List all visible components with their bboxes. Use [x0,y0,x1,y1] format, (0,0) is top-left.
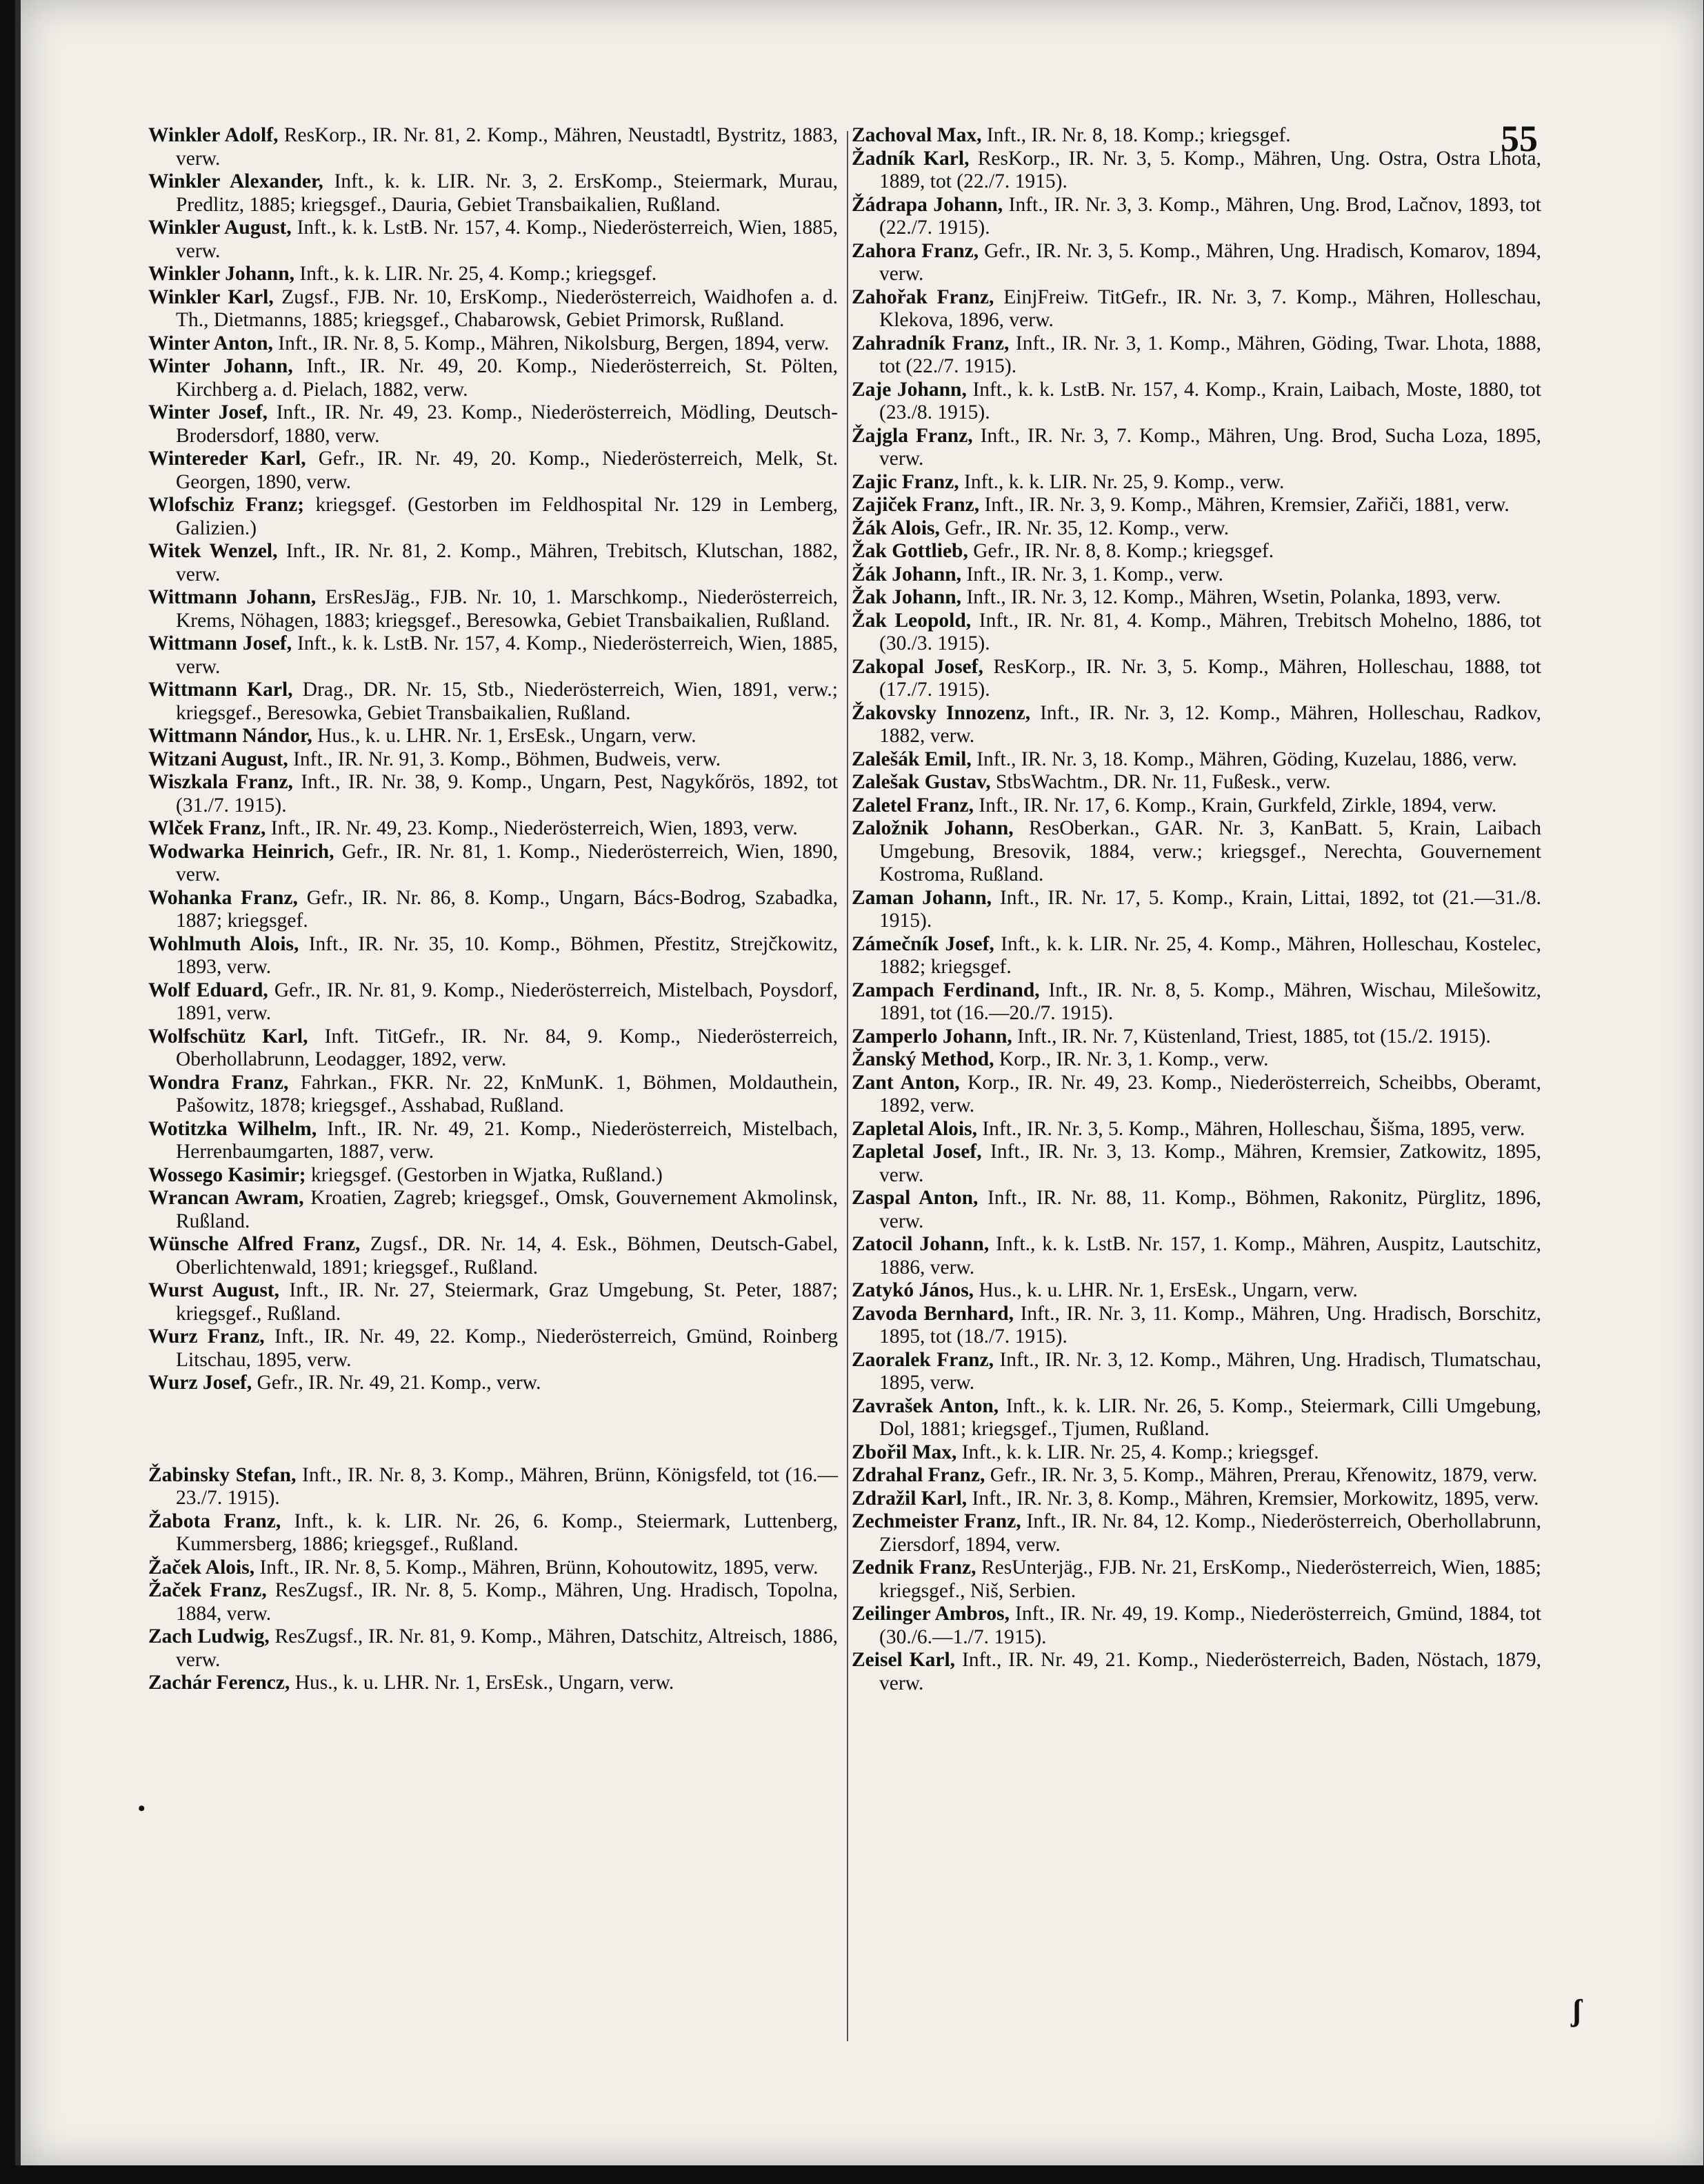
entry-name: Zahořak Franz, [852,285,994,308]
entry-details: Inft., k. k. LstB. Nr. 157, 4. Komp., Niederösterreich, Wien, 1885, verw. [176,632,838,678]
list-item [852,494,1541,517]
entry-name: Winkler Karl, [148,285,274,308]
entry-details: ResUnterjäg., FJB. Nr. 21, ErsKomp., Niederösterreich, Wien, 1885; kriegsgef., Niš, Serbien. [879,1556,1541,1602]
entry-details: Inft., IR. Nr. 8, 3. Komp., Mähren, Brünn, Königsfeld, tot (16.—23./7. 1915). [176,1463,838,1509]
list-item [148,332,838,356]
entry-name: Zavrašek Anton, [852,1394,999,1417]
entry-details: Fahrkan., FKR. Nr. 22, KnMunK. 1, Böhmen, Moldauthein, Pašowitz, 1878; kriegsgef., Asshabad, Rußland. [176,1071,838,1116]
entry-name: Zaoralek Franz, [852,1348,994,1371]
list-item [852,1279,1541,1303]
entry-name: Zant Anton, [852,1071,960,1094]
list-item [852,1464,1541,1487]
entry-details: Gefr., IR. Nr. 3, 5. Komp., Mähren, Ung. Hradisch, Komarov, 1894, verw. [879,239,1541,285]
list-item [852,1395,1541,1441]
list-item [852,586,1541,610]
entry-name: Zajic Franz, [852,470,959,493]
list-item [148,286,838,332]
list-item [148,1510,838,1556]
list-item [148,586,838,632]
entry-details: Inft., IR. Nr. 3, 18. Komp., Mähren, Göding, Kuzelau, 1886, verw. [971,748,1517,770]
entry-name: Wurz Franz, [148,1325,265,1348]
entry-name: Wlček Franz, [148,817,266,839]
entry-details: kriegsgef. (Gestorben im Feldhospital Nr. 129 in Lemberg, Galizien.) [176,494,838,539]
entry-name: Zeisel Karl, [852,1649,956,1671]
list-item [852,817,1541,887]
list-item [852,979,1541,1025]
entry-name: Winkler August, [148,217,292,239]
list-item [852,1072,1541,1118]
entry-details: Inft., IR. Nr. 84, 12. Komp., Niederösterreich, Oberhollabrunn, Ziersdorf, 1894, verw. [879,1510,1541,1556]
entry-details: ResZugsf., IR. Nr. 8, 5. Komp., Mähren, Ung. Hradisch, Topolna, 1884, verw. [176,1579,838,1625]
right-column [852,124,1541,1695]
list-item [148,817,838,841]
entry-details: Inft., IR. Nr. 8, 5. Komp., Mähren, Brünn, Kohoutowitz, 1895, verw. [254,1556,819,1579]
list-item [852,1649,1541,1695]
entry-details: Inft., IR. Nr. 3, 1. Komp., verw. [961,563,1223,585]
entry-details: ResZugsf., IR. Nr. 81, 9. Komp., Mähren, Datschitz, Altreisch, 1886, verw. [176,1625,838,1671]
entry-name: Wolf Eduard, [148,979,268,1001]
list-item [852,540,1541,563]
entry-name: Wodwarka Heinrich, [148,840,334,863]
entry-name: Winter Anton, [148,332,273,354]
entry-name: Winkler Alexander, [148,170,323,192]
entry-details: Inft., k. k. LIR. Nr. 25, 4. Komp., Mähren, Holleschau, Kostelec, 1882; kriegsgef. [879,932,1541,978]
entry-details: Inft., IR. Nr. 3, 12. Komp., Mähren, Holleschau, Radkov, 1882, verw. [879,701,1541,747]
list-item [852,748,1541,772]
list-item [852,148,1541,194]
entry-name: Zámečník Josef, [852,932,994,955]
entry-name: Žaček Alois, [148,1556,255,1579]
entry-details: Inft., k. k. LIR. Nr. 26, 6. Komp., Steiermark, Luttenberg, Kummersberg, 1886; kriegsgef., Rußland. [176,1510,838,1555]
list-item [852,1025,1541,1049]
list-item [148,124,838,170]
entry-details: Gefr., IR. Nr. 8, 8. Komp.; kriegsgef. [968,540,1274,562]
entry-name: Zednik Franz, [852,1556,976,1579]
list-item [148,1025,838,1072]
entry-details: Inft., k. k. LIR. Nr. 25, 9. Komp., verw. [959,470,1285,493]
margin-dot-mark: • [138,1797,146,1820]
entry-name: Zaletel Franz, [852,794,974,817]
list-item [148,841,838,887]
entry-details: Hus., k. u. LHR. Nr. 1, ErsEsk., Ungarn, verw. [290,1672,674,1694]
entry-details: Korp., IR. Nr. 3, 1. Komp., verw. [994,1048,1269,1070]
entry-details: Inft., IR. Nr. 81, 4. Komp., Mähren, Trebitsch Mohelno, 1886, tot (30./3. 1915). [879,609,1541,654]
entry-details: ResKorp., IR. Nr. 81, 2. Komp., Mähren, Neustadtl, Bystritz, 1883, verw. [176,124,838,170]
entry-details: Inft., IR. Nr. 49, 21. Komp., Niederösterreich, Baden, Nöstach, 1879, verw. [879,1649,1541,1694]
entry-details: kriegsgef. (Gestorben in Wjatka, Rußland.) [305,1163,663,1186]
entry-details: Inft., IR. Nr. 81, 2. Komp., Mähren, Trebitsch, Klutschan, 1882, verw. [176,540,839,585]
list-item [148,725,838,748]
left-entries-group-z [148,1464,838,1695]
list-item [852,1603,1541,1649]
entry-details: Hus., k. u. LHR. Nr. 1, ErsEsk., Ungarn, verw. [974,1279,1358,1301]
entry-details: Inft., IR. Nr. 3, 11. Komp., Mähren, Ung. Hradisch, Borschitz, 1895, tot (18./7. 1915). [879,1302,1541,1348]
entry-name: Žak Johann, [852,586,962,608]
list-item [148,1233,838,1279]
entry-details: Inft., IR. Nr. 3, 12. Komp., Mähren, Wsetin, Polanka, 1893, verw. [961,586,1501,608]
entry-name: Založnik Johann, [852,817,1014,839]
entry-name: Zaman Johann, [852,886,992,909]
entry-details: Inft., IR. Nr. 49, 23. Komp., Niederösterreich, Mödling, Deutsch-Brodersdorf, 1880, verw. [176,401,838,447]
entry-name: Žák Johann, [852,563,962,585]
entry-name: Zapletal Alois, [852,1117,977,1140]
entry-name: Zatykó János, [852,1279,974,1301]
list-item [148,1187,838,1233]
list-item [148,494,838,540]
entry-name: Wurz Josef, [148,1372,252,1394]
entry-details: Inft. TitGefr., IR. Nr. 84, 9. Komp., Niederösterreich, Oberhollabrunn, Leodagger, 1892, verw. [176,1025,838,1070]
page-number: 55 [1501,118,1538,159]
entry-details: Inft., k. k. LstB. Nr. 157, 1. Komp., Mähren, Auspitz, Lautschitz, 1886, verw. [879,1233,1541,1279]
entry-details: Zugsf., DR. Nr. 14, 4. Esk., Böhmen, Deutsch-Gabel, Oberlichtenwald, 1891; kriegsgef., Rußland. [176,1233,838,1279]
entry-name: Žabinsky Stefan, [148,1463,297,1486]
list-item [148,679,838,725]
left-entries-group-w [148,124,838,1395]
entry-name: Zahradník Franz, [852,332,1010,354]
margin-ink-mark: ʃ [1572,1994,1582,2027]
entry-details: Inft., IR. Nr. 49, 19. Komp., Niederösterreich, Gmünd, 1884, tot (30./6.—1./7. 1915). [879,1603,1542,1648]
entry-details: Inft., IR. Nr. 35, 10. Komp., Böhmen, Přestitz, Strejčkowitz, 1893, verw. [176,932,838,978]
list-item [148,887,838,933]
right-entries [852,124,1541,1695]
entry-name: Zachoval Max, [852,124,982,146]
list-item [852,1233,1541,1279]
left-column [148,124,838,1695]
entry-name: Wotitzka Wilhelm, [148,1117,317,1140]
entry-name: Wurst August, [148,1279,280,1301]
entry-details: Inft., IR. Nr. 3, 3. Komp., Mähren, Ung. Brod, Lačnov, 1893, tot (22./7. 1915). [879,193,1541,239]
list-item [148,979,838,1025]
entry-details: Gefr., IR. Nr. 49, 21. Komp., verw. [252,1372,541,1394]
list-item [852,1487,1541,1511]
entry-name: Wittmann Josef, [148,632,292,654]
entry-name: Zajiček Franz, [852,494,980,516]
entry-name: Wittmann Johann, [148,586,317,608]
list-item [852,1048,1541,1072]
entry-name: Witzani August, [148,748,288,770]
list-item [852,194,1541,240]
entry-details: Korp., IR. Nr. 49, 23. Komp., Niederösterreich, Scheibbs, Oberamt, 1892, verw. [879,1071,1541,1116]
entry-details: Inft., IR. Nr. 3, 8. Komp., Mähren, Kremsier, Morkowitz, 1895, verw. [967,1487,1539,1510]
list-item [148,1672,838,1695]
entry-name: Zapletal Josef, [852,1141,982,1163]
list-item [148,355,838,401]
entry-name: Žádrapa Johann, [852,193,1003,216]
entry-name: Zaspal Anton, [852,1187,979,1209]
entry-details: Inft., k. k. LIR. Nr. 26, 5. Komp., Steiermark, Cilli Umgebung, Dol, 1881; kriegsgef., Tjumen, Rußland. [879,1394,1541,1440]
entry-name: Witek Wenzel, [148,540,278,562]
entry-details: Inft., IR. Nr. 91, 3. Komp., Böhmen, Budweis, verw. [288,748,721,770]
list-item [148,217,838,263]
entry-name: Zalešák Emil, [852,748,972,770]
entry-details: Zugsf., FJB. Nr. 10, ErsKomp., Niederösterreich, Waidhofen a. d. Th., Dietmanns, 1885; kriegsgef., Chabarowsk, Gebiet Primorsk, Rußland. [176,285,839,331]
list-item [852,1510,1541,1556]
entry-name: Žak Gottlieb, [852,540,968,562]
list-item [852,702,1541,748]
entry-name: Žadník Karl, [852,147,970,170]
list-item [852,332,1541,379]
entry-name: Wittmann Nándor, [148,725,312,747]
entry-name: Žák Alois, [852,517,940,539]
entry-name: Žaček Franz, [148,1579,267,1601]
list-item [852,425,1541,471]
entry-details: StbsWachtm., DR. Nr. 11, Fußesk., verw. [990,771,1331,793]
entry-details: Inft., k. k. LIR. Nr. 25, 4. Komp.; kriegsgef. [294,263,657,285]
entry-name: Zdrahal Franz, [852,1464,985,1486]
entry-details: ResOberkan., GAR. Nr. 3, KanBatt. 5, Krain, Laibach Umgebung, Bresovik, 1884, verw.; kriegsgef., Nerechta, Gouvernement Kostroma, Rußland. [879,817,1541,885]
entry-name: Zatocil Johann, [852,1233,990,1255]
list-item [148,1579,838,1625]
entry-name: Zechmeister Franz, [852,1510,1021,1532]
entry-details: ErsResJäg., FJB. Nr. 10, 1. Marschkomp., Niederösterreich, Krems, Nöhagen, 1883; kriegsgef., Beresowka, Gebiet Transbaikalien, Rußland. [176,586,838,632]
list-item [852,1556,1541,1603]
entry-details: Gefr., IR. Nr. 49, 20. Komp., Niederösterreich, Melk, St. Georgen, 1890, verw. [176,448,838,493]
entry-details: Gefr., IR. Nr. 86, 8. Komp., Ungarn, Bács-Bodrog, Szabadka, 1887; kriegsgef. [176,886,838,932]
list-item [852,124,1541,148]
entry-details: Inft., IR. Nr. 3, 1. Komp., Mähren, Göding, Twar. Lhota, 1888, tot (22./7. 1915). [879,332,1541,377]
list-item [852,1303,1541,1349]
entry-name: Zavoda Bernhard, [852,1302,1014,1325]
entry-details: Inft., IR. Nr. 49, 21. Komp., Niederösterreich, Mistelbach, Herrenbaumgarten, 1887, verw. [176,1117,839,1163]
list-item [852,563,1541,587]
entry-details: Drag., DR. Nr. 15, Stb., Niederösterreich, Wien, 1891, verw.; kriegsgef., Beresowka, Gebiet Transbaikalien, Rußland. [176,679,838,724]
entry-name: Wossego Kasimir; [148,1163,306,1186]
list-item [148,1118,838,1164]
entry-name: Winter Johann, [148,355,293,377]
entry-name: Winter Josef, [148,401,268,423]
entry-name: Zdražil Karl, [852,1487,968,1510]
entry-name: Zahora Franz, [852,239,979,262]
entry-details: Inft., IR. Nr. 3, 5. Komp., Mähren, Holleschau, Šišma, 1895, verw. [976,1117,1525,1140]
list-item [852,379,1541,425]
entry-name: Žabota Franz, [148,1510,281,1532]
list-item [148,1556,838,1580]
list-item [852,610,1541,656]
list-item [852,286,1541,332]
list-item [148,1072,838,1118]
entry-name: Zakopal Josef, [852,655,983,678]
list-item [852,656,1541,702]
entry-name: Zampach Ferdinand, [852,979,1040,1001]
list-item [148,170,838,217]
entry-name: Zeilinger Ambros, [852,1603,1010,1625]
entry-name: Wolfschütz Karl, [148,1025,308,1048]
entry-details: Gefr., IR. Nr. 3, 5. Komp., Mähren, Prerau, Křenowitz, 1879, verw. [985,1464,1538,1486]
entry-details: Kroatien, Zagreb; kriegsgef., Omsk, Gouvernement Akmolinsk, Rußland. [176,1187,838,1232]
entry-details: Inft., IR. Nr. 17, 6. Komp., Krain, Gurkfeld, Zirkle, 1894, verw. [973,794,1497,817]
entry-details: Inft., k. k. LstB. Nr. 157, 4. Komp., Niederösterreich, Wien, 1885, verw. [176,217,838,262]
entry-name: Winkler Johann, [148,263,295,285]
entry-details: Inft., IR. Nr. 7, Küstenland, Triest, 1885, tot (15./2. 1915). [1012,1025,1491,1048]
entry-details: Inft., IR. Nr. 3, 7. Komp., Mähren, Ung. Brod, Sucha Loza, 1895, verw. [879,424,1541,470]
list-item [148,540,838,586]
list-item [852,1441,1541,1465]
entry-details: Hus., k. u. LHR. Nr. 1, ErsEsk., Ungarn, verw. [312,725,696,747]
entry-details: ResKorp., IR. Nr. 3, 5. Komp., Mähren, Holleschau, 1888, tot (17./7. 1915). [879,655,1541,701]
entry-details: Inft., IR. Nr. 3, 9. Komp., Mähren, Kremsier, Zařiči, 1881, verw. [979,494,1510,516]
entry-details: Inft., IR. Nr. 3, 12. Komp., Mähren, Ung. Hradisch, Tlumatschau, 1895, verw. [879,1348,1541,1394]
list-item [148,1164,838,1188]
entry-name: Wünsche Alfred Franz, [148,1233,361,1255]
list-item [148,771,838,817]
list-item [148,1325,838,1372]
page [15,0,1703,2165]
entry-details: Inft., IR. Nr. 27, Steiermark, Graz Umgebung, St. Peter, 1887; kriegsgef., Rußland. [176,1279,839,1325]
entry-name: Wohanka Franz, [148,886,298,909]
list-item [852,1349,1541,1395]
entry-details: ResKorp., IR. Nr. 3, 5. Komp., Mähren, Ung. Ostra, Ostra Lhota, 1889, tot (22./7. 1915). [879,147,1542,192]
list-item [148,263,838,286]
entry-details: Inft., IR. Nr. 49, 22. Komp., Niederösterreich, Gmünd, Roinberg Litschau, 1895, verw. [176,1325,838,1371]
list-item [148,1464,838,1510]
list-item [148,632,838,679]
entry-name: Wiszkala Franz, [148,771,293,793]
entry-details: Gefr., IR. Nr. 35, 12. Komp., verw. [939,517,1230,539]
entry-name: Zbořil Max, [852,1441,957,1463]
entry-name: Žajgla Franz, [852,424,973,447]
entry-details: Inft., IR. Nr. 8, 18. Komp.; kriegsgef. [981,124,1291,146]
list-item [148,933,838,979]
entry-name: Wrancan Awram, [148,1187,304,1209]
entry-name: Žanský Method, [852,1048,994,1070]
entry-name: Žakovsky Innozenz, [852,701,1031,724]
list-item [852,240,1541,286]
entry-details: Inft., k. k. LIR. Nr. 25, 4. Komp.; kriegsgef. [956,1441,1319,1463]
list-item [852,771,1541,794]
list-item [852,1118,1541,1141]
list-item [852,1141,1541,1187]
section-gap [148,1395,838,1464]
entry-details: Inft., IR. Nr. 8, 5. Komp., Mähren, Wischau, Milešowitz, 1891, tot (16.—20./7. 1915). [879,979,1541,1024]
list-item [148,448,838,494]
entry-name: Wohlmuth Alois, [148,932,299,955]
entry-name: Zachár Ferencz, [148,1672,290,1694]
entry-details: Inft., IR. Nr. 3, 13. Komp., Mähren, Kremsier, Zatkowitz, 1895, verw. [879,1141,1541,1186]
entry-details: Inft., IR. Nr. 8, 5. Komp., Mähren, Nikolsburg, Bergen, 1894, verw. [272,332,830,354]
entry-details: Inft., IR. Nr. 49, 20. Komp., Niederösterreich, St. Pölten, Kirchberg a. d. Pielach, 1882, verw. [176,355,838,401]
entry-details: Gefr., IR. Nr. 81, 9. Komp., Niederösterreich, Mistelbach, Poysdorf, 1891, verw. [176,979,838,1024]
list-item [852,887,1541,933]
list-item [852,794,1541,818]
list-item [148,748,838,772]
entry-name: Wittmann Karl, [148,679,293,701]
entry-details: Inft., IR. Nr. 49, 23. Komp., Niederösterreich, Wien, 1893, verw. [265,817,798,839]
list-item [148,1625,838,1672]
list-item [852,1187,1541,1233]
column-divider [847,131,848,2041]
entry-name: Wintereder Karl, [148,448,306,470]
entry-name: Zamperlo Johann, [852,1025,1012,1048]
entry-name: Wondra Franz, [148,1071,289,1094]
entry-details: Inft., k. k. LstB. Nr. 157, 4. Komp., Krain, Laibach, Moste, 1880, tot (23./8. 1915). [879,378,1541,423]
entry-name: Wlofschiz Franz; [148,494,305,516]
entry-details: Inft., IR. Nr. 88, 11. Komp., Böhmen, Rakonitz, Pürglitz, 1896, verw. [879,1187,1541,1232]
entry-name: Žak Leopold, [852,609,972,632]
entry-name: Zalešak Gustav, [852,771,991,793]
entry-details: EinjFreiw. TitGefr., IR. Nr. 3, 7. Komp., Mähren, Holleschau, Klekova, 1896, verw. [879,285,1541,331]
entry-details: Inft., IR. Nr. 38, 9. Komp., Ungarn, Pest, Nagykőrös, 1892, tot (31./7. 1915). [176,771,838,817]
list-item [148,1372,838,1395]
entry-details: Inft., k. k. LIR. Nr. 3, 2. ErsKomp., Steiermark, Murau, Predlitz, 1885; kriegsgef., Dauria, Gebiet Transbaikalien, Rußland. [176,170,838,216]
entry-details: Gefr., IR. Nr. 81, 1. Komp., Niederösterreich, Wien, 1890, verw. [176,840,838,885]
list-item [852,471,1541,494]
entry-name: Zaje Johann, [852,378,967,401]
entry-name: Zach Ludwig, [148,1625,270,1647]
entry-details: Inft., IR. Nr. 17, 5. Komp., Krain, Littai, 1892, tot (21.—31./8. 1915). [879,886,1541,932]
list-item [852,933,1541,979]
list-item [852,517,1541,541]
entry-name: Winkler Adolf, [148,124,279,146]
list-item [148,1279,838,1325]
list-item [148,401,838,448]
